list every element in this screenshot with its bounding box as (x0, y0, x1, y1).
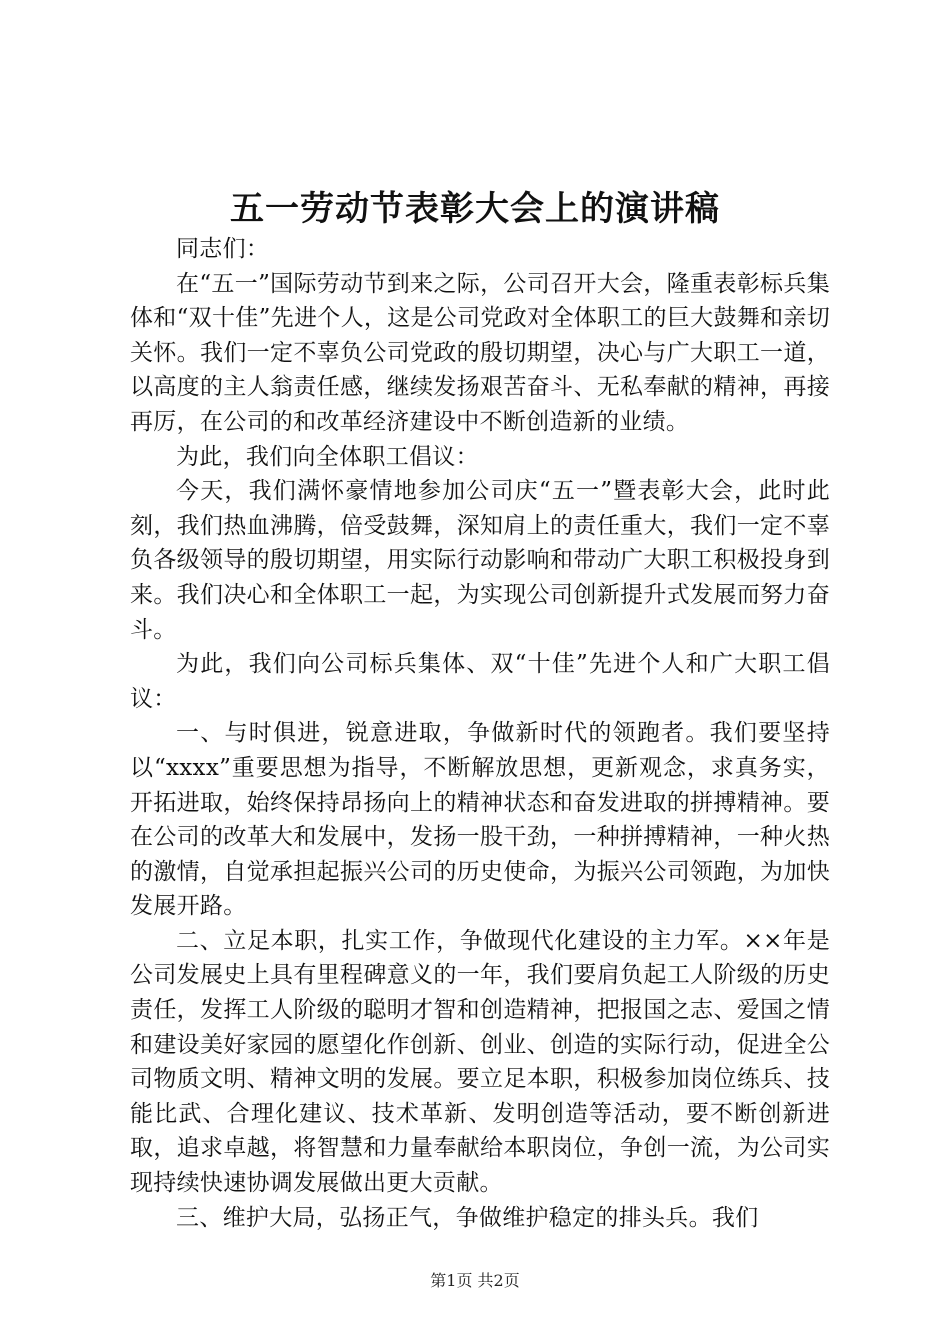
body-paragraph: 为此，我们向公司标兵集体、双“十佳”先进个人和广大职工倡议： (130, 651, 830, 712)
body-paragraph: 一、与时俱进，锐意进取，争做新时代的领跑者。我们要坚持以“xxxx”重要思想为指导，不断解放思想，更新观念，求真务实，开拓进取，始终保持昂扬向上的精神状态和奋发进取的拼搏精神。要在公司的改革大和发展中，发扬一股干劲，一种拼搏精神，一种火热的激情，自觉承担起振兴公司的历史使命，为振兴公司领跑，为加快发展开路。 (130, 720, 830, 920)
salutation-paragraph: 同志们： (176, 236, 270, 262)
body-paragraph: 在“五一”国际劳动节到来之际，公司召开大会，隆重表彰标兵集体和“双十佳”先进个人，这是公司党政对全体职工的巨大鼓舞和亲切关怀。我们一定不辜负公司党政的殷切期望，决心与广大职工一道，以高度的主人翁责任感，继续发扬艰苦奋斗、无私奉献的精神，再接再厉，在公司的和改革经济建设中不断创造新的业绩。 (130, 270, 830, 435)
body-paragraph: 三、维护大局，弘扬正气，争做维护稳定的排头兵。我们 (176, 1204, 759, 1231)
document-body (130, 232, 830, 1235)
body-paragraph: 为此，我们向全体职工倡议： (176, 443, 479, 470)
body-paragraph: 二、立足本职，扎实工作，争做现代化建设的主力军。××年是公司发展史上具有里程碑意义的一年，我们要肩负起工人阶级的历史责任，发挥工人阶级的聪明才智和创造精神，把报国之志、爱国之情和建设美好家园的愿望化作创新、创业、创造的实际行动，促进全公司物质文明、精神文明的发展。要立足本职，积极参加岗位练兵、技能比武、合理化建议、技术革新、发明创造等活动，要不断创新进取，追求卓越，将智慧和力量奉献给本职岗位，争创一流，为公司实现持续快速协调发展做出更大贡献。 (130, 927, 830, 1197)
body-paragraph: 今天，我们满怀豪情地参加公司庆“五一”暨表彰大会，此时此刻，我们热血沸腾，倍受鼓舞，深知肩上的责任重大，我们一定不辜负各级领导的殷切期望，用实际行动影响和带动广大职工积极投身到来。我们决心和全体职工一起，为实现公司创新提升式发展而努力奋斗。 (130, 478, 830, 643)
page-number-footer: 第1页 共2页 (430, 1271, 520, 1290)
document-title: 五一劳动节表彰大会上的演讲稿 (230, 189, 720, 229)
